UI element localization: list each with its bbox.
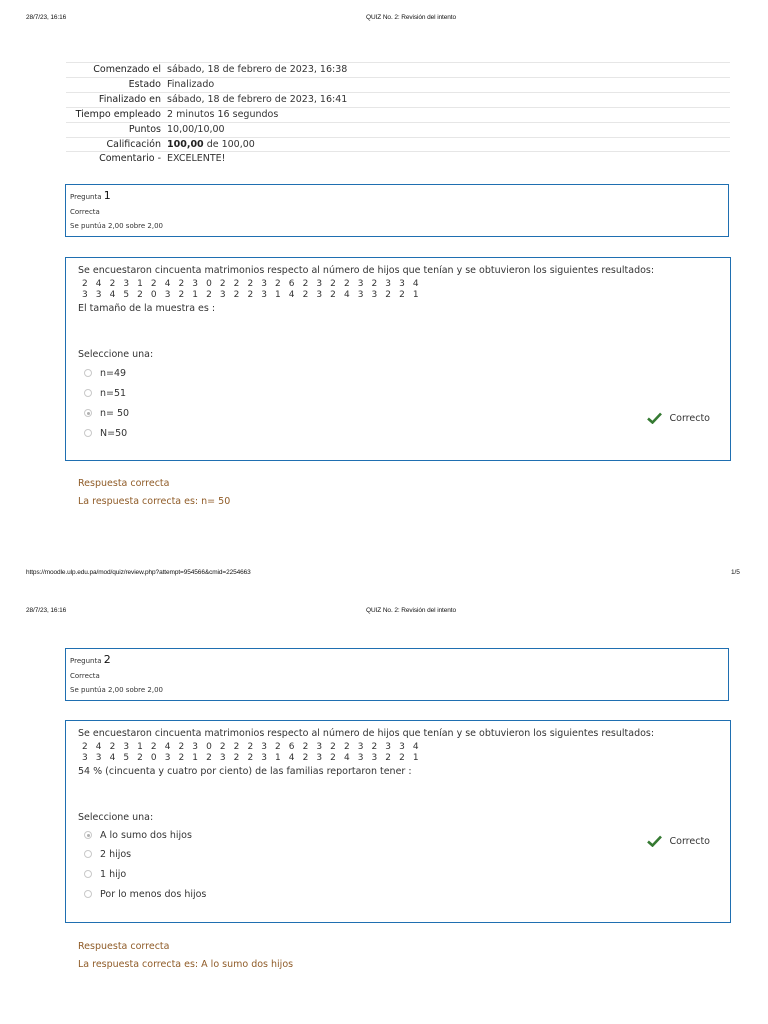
radio-button[interactable] [84, 890, 92, 898]
summary-value: Finalizado [166, 77, 730, 92]
option-label: 1 hijo [100, 868, 127, 880]
feedback-text: Respuesta correcta [78, 941, 170, 952]
summary-row-points [66, 122, 730, 137]
summary-value: EXCELENTE! [166, 152, 730, 166]
radio-button[interactable] [84, 850, 92, 858]
question-2-info [65, 648, 729, 701]
summary-value: sábado, 18 de febrero de 2023, 16:38 [166, 63, 730, 78]
question-2-feedback [78, 938, 293, 974]
summary-row-comment [66, 152, 730, 166]
radio-button[interactable] [84, 870, 92, 878]
question-1-info [65, 184, 729, 237]
answer-option[interactable] [78, 423, 718, 443]
summary-label: Tiempo empleado [66, 107, 166, 122]
summary-label: Comenzado el [66, 63, 166, 78]
radio-button[interactable] [84, 389, 92, 397]
option-label: n=51 [100, 387, 127, 399]
grade-total: de 100,00 [203, 138, 255, 150]
summary-label: Puntos [66, 122, 166, 137]
select-label: Seleccione una: [78, 349, 154, 360]
print-title: QUIZ No. 2: Revisión del intento [366, 14, 457, 21]
question-grade: Se puntúa 2,00 sobre 2,00 [70, 686, 164, 694]
print-page-number: 1/5 [731, 569, 740, 576]
question-grade: Se puntúa 2,00 sobre 2,00 [70, 222, 164, 230]
radio-button[interactable] [84, 369, 92, 377]
option-label: N=50 [100, 427, 128, 439]
print-date: 28/7/23, 16:16 [26, 607, 67, 614]
summary-row-state [66, 77, 730, 92]
summary-row-started [66, 63, 730, 78]
correct-indicator [647, 835, 711, 847]
data-row: 3 3 4 5 2 0 3 2 1 2 3 2 2 3 1 4 2 3 2 4 3 3 2 2 1 [82, 753, 422, 763]
radio-button[interactable] [84, 429, 92, 437]
summary-row-time [66, 107, 730, 122]
summary-value: 10,00/10,00 [166, 122, 730, 137]
answer-option[interactable] [78, 383, 718, 403]
question-1-feedback [78, 475, 230, 511]
question-label: Pregunta [70, 657, 102, 665]
data-row: 2 4 2 3 1 2 4 2 3 0 2 2 2 3 2 6 2 3 2 2 3 2 3 3 4 [82, 279, 422, 289]
check-icon [647, 412, 662, 424]
question-2-content [65, 720, 731, 923]
summary-row-grade [66, 137, 730, 152]
summary-value: sábado, 18 de febrero de 2023, 16:41 [166, 92, 730, 107]
correct-indicator [647, 412, 711, 424]
data-row: 3 3 4 5 2 0 3 2 1 2 3 2 2 3 1 4 2 3 2 4 3 3 2 2 1 [82, 290, 422, 300]
answer-option[interactable] [78, 403, 718, 423]
answer-option[interactable] [78, 363, 718, 383]
option-label: n= 50 [100, 407, 130, 419]
print-date: 28/7/23, 16:16 [26, 14, 67, 21]
option-label: A lo sumo dos hijos [100, 829, 192, 841]
answer-option[interactable] [78, 864, 718, 884]
correct-label: Correcto [669, 835, 710, 847]
question-prompt: 54 % (cincuenta y cuatro por ciento) de las familias reportaron tener : [78, 766, 412, 777]
summary-label: Comentario - [66, 152, 166, 166]
option-label: n=49 [100, 367, 127, 379]
summary-value [166, 137, 730, 152]
right-answer: La respuesta correcta es: n= 50 [78, 496, 231, 507]
summary-value: 2 minutos 16 segundos [166, 107, 730, 122]
question-label: Pregunta [70, 193, 102, 201]
question-text: Se encuestaron cincuenta matrimonios respecto al número de hijos que tenían y se obtuvieron los siguientes resultados: [78, 265, 655, 276]
question-number: 2 [103, 653, 111, 666]
select-label: Seleccione una: [78, 812, 154, 823]
question-number: 1 [103, 189, 111, 202]
answer-option[interactable] [78, 826, 718, 844]
answer-option[interactable] [78, 844, 718, 864]
question-prompt: El tamaño de la muestra es : [78, 303, 216, 314]
print-title: QUIZ No. 2: Revisión del intento [366, 607, 457, 614]
grade-value: 100,00 [167, 138, 204, 150]
right-answer: La respuesta correcta es: A lo sumo dos hijos [78, 959, 294, 970]
print-url: https://moodle.ulp.edu.pa/mod/quiz/review.php?attempt=954566&cmid=2254663 [26, 569, 251, 576]
data-row: 2 4 2 3 1 2 4 2 3 0 2 2 2 3 2 6 2 3 2 2 3 2 3 3 4 [82, 742, 422, 752]
radio-button-selected[interactable] [84, 409, 92, 417]
check-icon [647, 835, 662, 847]
summary-label: Estado [66, 77, 166, 92]
question-state: Correcta [70, 672, 100, 680]
correct-label: Correcto [669, 412, 710, 424]
attempt-summary-table [66, 62, 730, 166]
option-label: 2 hijos [100, 848, 132, 860]
question-text: Se encuestaron cincuenta matrimonios respecto al número de hijos que tenían y se obtuvieron los siguientes resultados: [78, 728, 655, 739]
question-1-content [65, 257, 731, 461]
summary-row-finished [66, 92, 730, 107]
answer-option[interactable] [78, 884, 718, 904]
summary-label: Finalizado en [66, 92, 166, 107]
radio-button-selected[interactable] [84, 831, 92, 839]
question-state: Correcta [70, 208, 100, 216]
summary-label: Calificación [66, 137, 166, 152]
feedback-text: Respuesta correcta [78, 478, 170, 489]
option-label: Por lo menos dos hijos [100, 888, 207, 900]
